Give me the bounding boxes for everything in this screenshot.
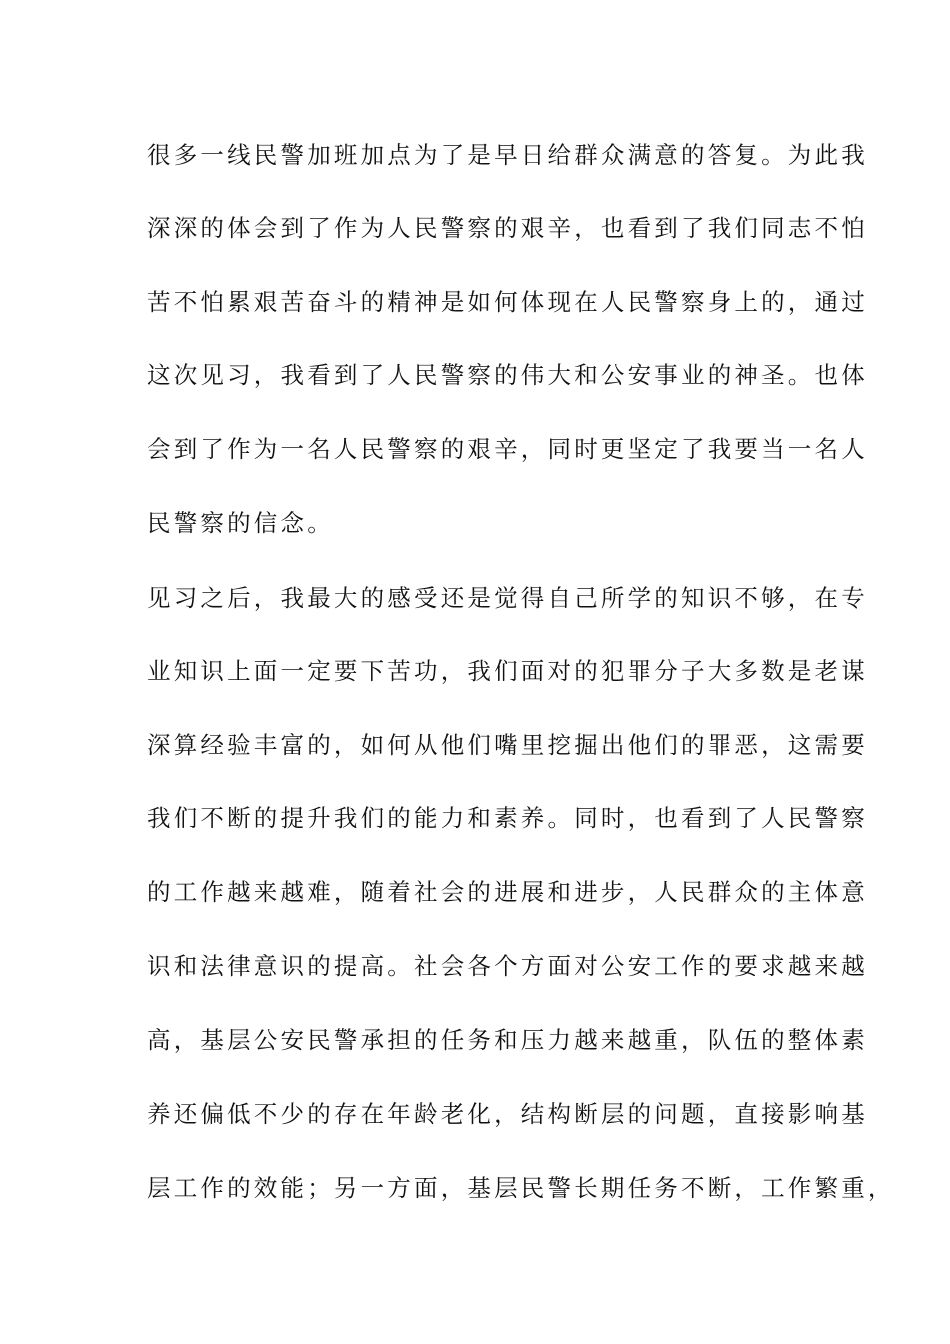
text-line-15: 层工作的效能；另一方面，基层民警长期任务不断，工作繁重， bbox=[147, 1174, 895, 1202]
text-line-6: 民警察的信念。 bbox=[147, 509, 334, 537]
text-line-11: 的工作越来越难，随着社会的进展和进步，人民群众的主体意 bbox=[147, 878, 868, 906]
text-line-14: 养还偏低不少的存在年龄老化，结构断层的问题，直接影响基 bbox=[147, 1100, 868, 1128]
text-line-1: 很多一线民警加班加点为了是早日给群众满意的答复。为此我 bbox=[147, 141, 868, 169]
text-line-5: 会到了作为一名人民警察的艰辛，同时更坚定了我要当一名人 bbox=[147, 435, 868, 463]
text-line-10: 我们不断的提升我们的能力和素养。同时，也看到了人民警察 bbox=[147, 804, 868, 832]
text-line-3: 苦不怕累艰苦奋斗的精神是如何体现在人民警察身上的，通过 bbox=[147, 288, 868, 316]
text-line-2: 深深的体会到了作为人民警察的艰辛，也看到了我们同志不怕 bbox=[147, 214, 868, 242]
text-line-9: 深算经验丰富的，如何从他们嘴里挖掘出他们的罪恶，这需要 bbox=[147, 731, 868, 759]
text-line-8: 业知识上面一定要下苦功，我们面对的犯罪分子大多数是老谋 bbox=[147, 657, 868, 685]
text-line-4: 这次见习，我看到了人民警察的伟大和公安事业的神圣。也体 bbox=[147, 361, 868, 389]
text-line-12: 识和法律意识的提高。社会各个方面对公安工作的要求越来越 bbox=[147, 952, 868, 980]
text-line-13: 高，基层公安民警承担的任务和压力越来越重，队伍的整体素 bbox=[147, 1026, 868, 1054]
text-line-7: 见习之后，我最大的感受还是觉得自己所学的知识不够，在专 bbox=[147, 584, 868, 612]
